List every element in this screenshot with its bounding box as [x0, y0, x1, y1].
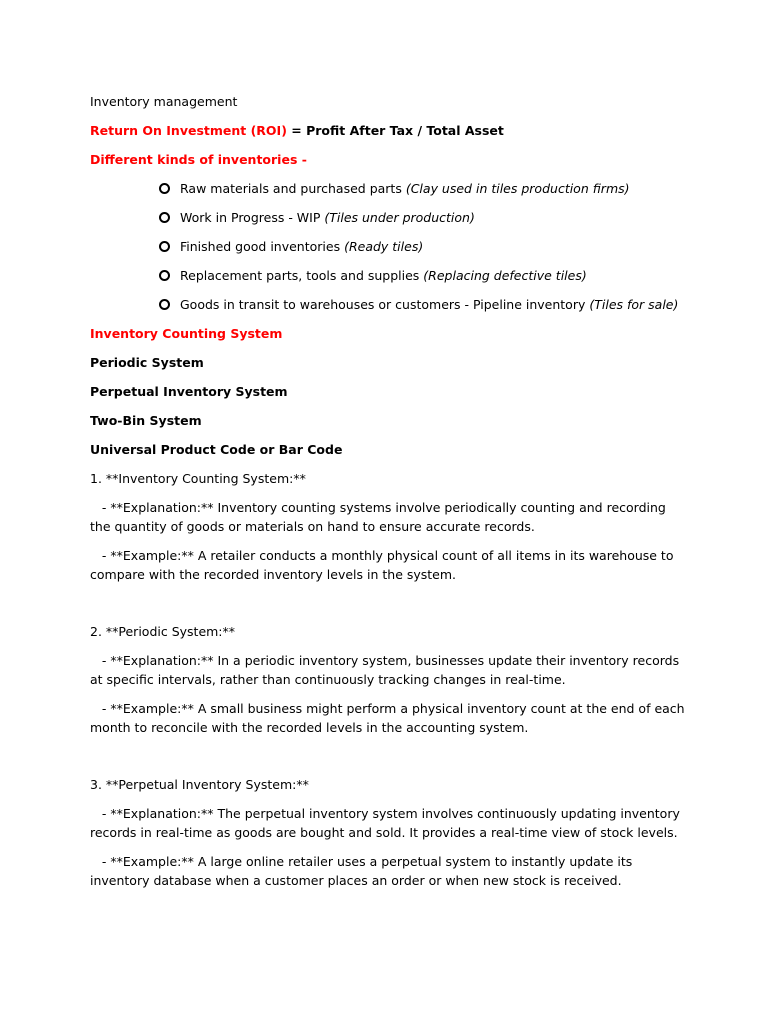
kind-example: (Clay used in tiles production firms) — [405, 181, 630, 196]
section-heading: 3. **Perpetual Inventory System:** — [90, 777, 309, 792]
section-example: - **Example:** A large online retailer uses a perpetual system to instantly update its inventory database when a customer places an order or when new stock is received. — [90, 854, 637, 888]
section-example: - **Example:** A retailer conducts a monthly physical count of all items in its warehouse to compare with the recorded inventory levels in the system. — [90, 548, 678, 582]
document-title: Inventory management — [90, 94, 238, 109]
list-item — [158, 266, 690, 285]
kind-text: Goods in transit to warehouses or customers - Pipeline inventory — [180, 297, 590, 312]
list-item — [158, 179, 690, 198]
kind-text: Finished good inventories — [180, 239, 345, 254]
list-item — [158, 295, 690, 314]
section-3 — [90, 775, 690, 890]
kind-example: (Tiles for sale) — [589, 297, 679, 312]
kind-example: (Tiles under production) — [324, 210, 475, 225]
hollow-circle-bullet-icon — [159, 212, 170, 223]
kind-example: (Replacing defective tiles) — [423, 268, 587, 283]
system-upc: Universal Product Code or Bar Code — [90, 442, 343, 457]
kind-text: Raw materials and purchased parts — [180, 181, 406, 196]
roi-label: Return On Investment (ROI) — [90, 123, 287, 138]
section-example: - **Example:** A small business might perform a physical inventory count at the end of each month to reconcile with the recorded levels in the accounting system. — [90, 701, 689, 735]
document-page — [90, 92, 690, 890]
list-item — [158, 208, 690, 227]
system-perpetual: Perpetual Inventory System — [90, 384, 288, 399]
counting-heading: Inventory Counting System — [90, 326, 283, 341]
inventory-kinds-list — [90, 179, 690, 314]
hollow-circle-bullet-icon — [159, 299, 170, 310]
kinds-heading: Different kinds of inventories - — [90, 152, 307, 167]
section-explanation: - **Explanation:** In a periodic inventory system, businesses update their inventory records at specific intervals, rather than continuously tracking changes in real-time. — [90, 653, 684, 687]
section-2 — [90, 622, 690, 737]
list-item — [158, 237, 690, 256]
section-explanation: - **Explanation:** The perpetual inventory system involves continuously updating inventory records in real-time as goods are bought and sold. It provides a real-time view of stock levels. — [90, 806, 684, 840]
section-explanation: - **Explanation:** Inventory counting systems involve periodically counting and recording the quantity of goods or materials on hand to ensure accurate records. — [90, 500, 670, 534]
roi-formula: = Profit After Tax / Total Asset — [286, 123, 504, 138]
kind-text: Work in Progress - WIP — [180, 210, 325, 225]
section-heading: 1. **Inventory Counting System:** — [90, 471, 306, 486]
hollow-circle-bullet-icon — [159, 183, 170, 194]
kind-example: (Ready tiles) — [344, 239, 424, 254]
hollow-circle-bullet-icon — [159, 241, 170, 252]
kind-text: Replacement parts, tools and supplies — [180, 268, 424, 283]
system-periodic: Periodic System — [90, 355, 204, 370]
hollow-circle-bullet-icon — [159, 270, 170, 281]
section-heading: 2. **Periodic System:** — [90, 624, 236, 639]
section-1 — [90, 469, 690, 584]
roi-line — [90, 121, 690, 140]
system-two-bin: Two-Bin System — [90, 413, 202, 428]
